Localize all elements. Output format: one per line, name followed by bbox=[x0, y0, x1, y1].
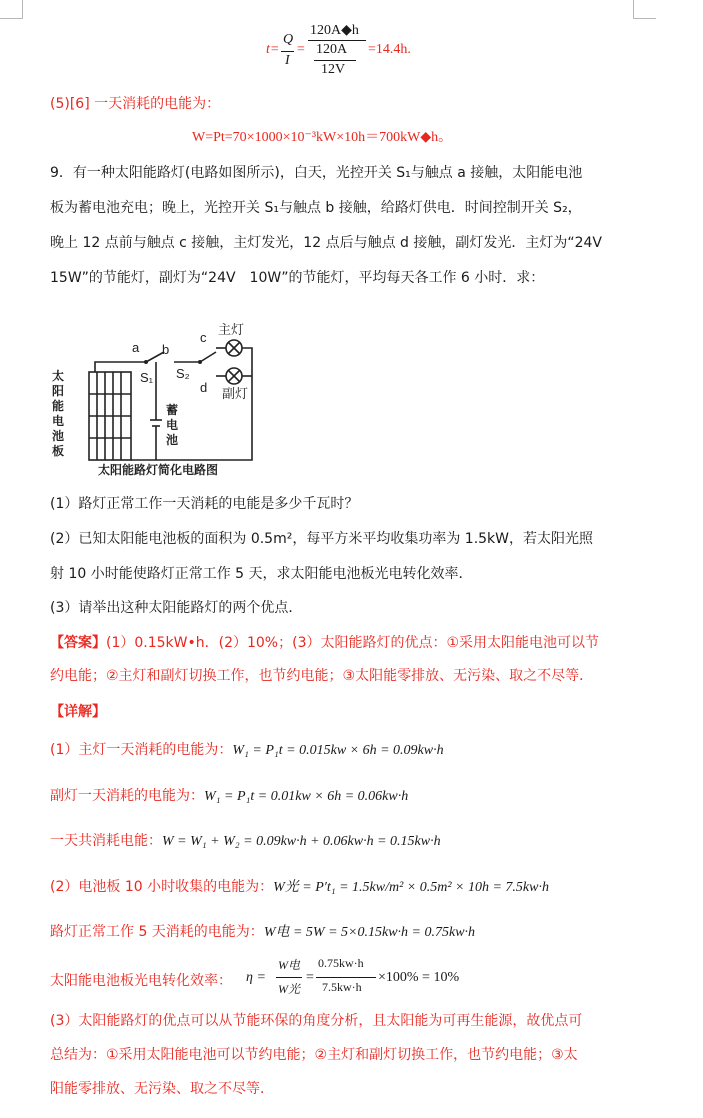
detail-step7-line3: 阳能零排放、无污染、取之不尽等． bbox=[50, 1081, 274, 1097]
panel-char-1: 太 bbox=[52, 369, 65, 383]
battery-char-1: 蓄 bbox=[166, 403, 179, 417]
formula-numerator: 120A◆h bbox=[310, 23, 359, 38]
formula-den-den: 12V bbox=[321, 62, 346, 77]
detail-step1-formula: W₁ = P₁t = 0.015kw × 6h = 0.09kw·h bbox=[232, 743, 444, 758]
detail-step4-formula: W光 = P′t₁ = 1.5kw/m² × 0.5m² × 10h = 7.5kw·h bbox=[273, 880, 549, 895]
crop-mark-top-right bbox=[633, 0, 656, 19]
detail-step3 bbox=[50, 831, 660, 852]
switch-pivot-s1 bbox=[144, 360, 148, 364]
contact-d: d bbox=[200, 380, 208, 395]
detail-step7-line2: 总结为：①采用太阳能电池可以节约电能；②主灯和副灯切换工作，也节约电能；③太 bbox=[50, 1047, 578, 1063]
formula-den-num: 120A bbox=[316, 42, 348, 57]
switch-pivot-s2 bbox=[198, 360, 202, 364]
question9-line2: 板为蓄电池充电；晚上，光控开关 S₁与触点 b 接触，给路灯供电．时间控制开关 S₂， bbox=[50, 200, 582, 216]
figure-caption: 太阳能路灯简化电路图 bbox=[98, 463, 219, 477]
detail-step5-label: 路灯正常工作 5 天消耗的电能为： bbox=[50, 924, 264, 940]
sub-lamp-label: 副灯 bbox=[222, 386, 249, 401]
formula-lhs: t= bbox=[266, 42, 280, 57]
detail-step2-formula: W₁ = P₁t = 0.01kw × 6h = 0.06kw·h bbox=[204, 789, 409, 804]
frac1-bar bbox=[276, 977, 302, 978]
detail-step4 bbox=[50, 877, 660, 898]
detail-step2 bbox=[50, 786, 660, 807]
question9-line3: 晚上 12 点前与触点 c 接触，主灯发光，12 点后与触点 d 接触，副灯发光．主灯为“24V bbox=[50, 235, 603, 251]
detail-step2-label: 副灯一天消耗的电能为： bbox=[50, 788, 204, 804]
subquestion-1: (1）路灯正常工作一天消耗的电能是多少千瓦时？ bbox=[50, 496, 359, 512]
formula-result: =14.4h. bbox=[368, 42, 411, 57]
detail-step1-label: (1）主灯一天消耗的电能为： bbox=[50, 742, 233, 758]
switch-s2-label: S₂ bbox=[176, 366, 190, 381]
frac-equals: = bbox=[306, 970, 314, 985]
panel-char-6: 板 bbox=[52, 444, 65, 458]
subquestion-3: (3）请举出这种太阳能路灯的两个优点． bbox=[50, 600, 303, 616]
frac1-denominator: W光 bbox=[278, 982, 300, 996]
contact-b: b bbox=[162, 342, 170, 357]
frac1-numerator: W电 bbox=[278, 958, 300, 972]
fraction-bar-inner bbox=[314, 60, 356, 61]
formula-i: I bbox=[285, 53, 290, 68]
fraction-bar-main bbox=[308, 40, 366, 41]
answer-line1 bbox=[50, 633, 660, 653]
detail-step5-formula: W电 = 5W = 5×0.15kw·h = 0.75kw·h bbox=[263, 925, 476, 940]
detail-step3-formula: W = W₁ + W₂ = 0.09kw·h + 0.06kw·h = 0.15kw·h bbox=[162, 834, 441, 849]
subquestion-2a: (2）已知太阳能电池板的面积为 0.5m²，每平方米平均收集功率为 1.5kW，若太阳光照 bbox=[50, 531, 593, 547]
detail-tag: 【详解】 bbox=[50, 704, 106, 720]
switch-s1-label: S₁ bbox=[140, 370, 154, 385]
section5-formula: W=Pt=70×1000×10⁻³kW×10h＝700kW◆h。 bbox=[192, 130, 453, 145]
frac2-denominator: 7.5kw·h bbox=[322, 980, 362, 994]
panel-char-2: 阳 bbox=[52, 384, 65, 398]
question9-line1: 9．有一种太阳能路灯(电路如图所示)，白天，光控开关 S₁与触点 a 接触，太阳能电池 bbox=[50, 165, 583, 181]
formula-equals: = bbox=[297, 42, 305, 57]
efficiency-result: ×100% = 10% bbox=[378, 970, 460, 985]
frac2-numerator: 0.75kw·h bbox=[318, 956, 364, 970]
answer-text1: (1）0.15kW•h．(2）10%；(3）太阳能路灯的优点：①采用太阳能电池可以节 bbox=[106, 635, 600, 651]
eta-symbol: η = bbox=[246, 970, 266, 985]
panel-char-4: 电 bbox=[52, 414, 65, 428]
crop-mark-top-left bbox=[0, 0, 23, 19]
detail-step3-label: 一天共消耗电能： bbox=[50, 833, 162, 849]
frac2-bar bbox=[316, 977, 376, 978]
detail-step6-label: 太阳能电池板光电转化效率： bbox=[50, 973, 232, 989]
main-lamp-label: 主灯 bbox=[218, 322, 245, 337]
formula-q: Q bbox=[283, 32, 294, 47]
panel-char-5: 池 bbox=[52, 429, 65, 443]
battery-char-3: 池 bbox=[166, 433, 179, 447]
answer-line2: 约电能；②主灯和副灯切换工作，也节约电能；③太阳能零排放、无污染、取之不尽等． bbox=[50, 668, 594, 684]
section5-label: (5)[6] 一天消耗的电能为： bbox=[50, 96, 221, 112]
answer-tag: 【答案】 bbox=[50, 635, 106, 651]
fraction-bar bbox=[281, 51, 294, 52]
detail-step1 bbox=[50, 740, 660, 761]
question9-line4: 15W”的节能灯，副灯为“24V 10W”的节能灯，平均每天各工作 6 小时．求： bbox=[50, 270, 545, 286]
contact-c: c bbox=[200, 330, 207, 345]
detail-step5 bbox=[50, 922, 660, 943]
battery-char-2: 电 bbox=[166, 418, 179, 432]
solar-circuit-diagram bbox=[50, 318, 260, 478]
panel-char-3: 能 bbox=[52, 399, 65, 413]
subquestion-2b: 射 10 小时能使路灯正常工作 5 天，求太阳能电池板光电转化效率． bbox=[50, 566, 473, 582]
detail-step7-line1: (3）太阳能路灯的优点可以从节能环保的角度分析，且太阳能为可再生能源，故优点可 bbox=[50, 1013, 583, 1029]
detail-step4-label: (2）电池板 10 小时收集的电能为： bbox=[50, 879, 274, 895]
contact-a: a bbox=[132, 340, 140, 355]
